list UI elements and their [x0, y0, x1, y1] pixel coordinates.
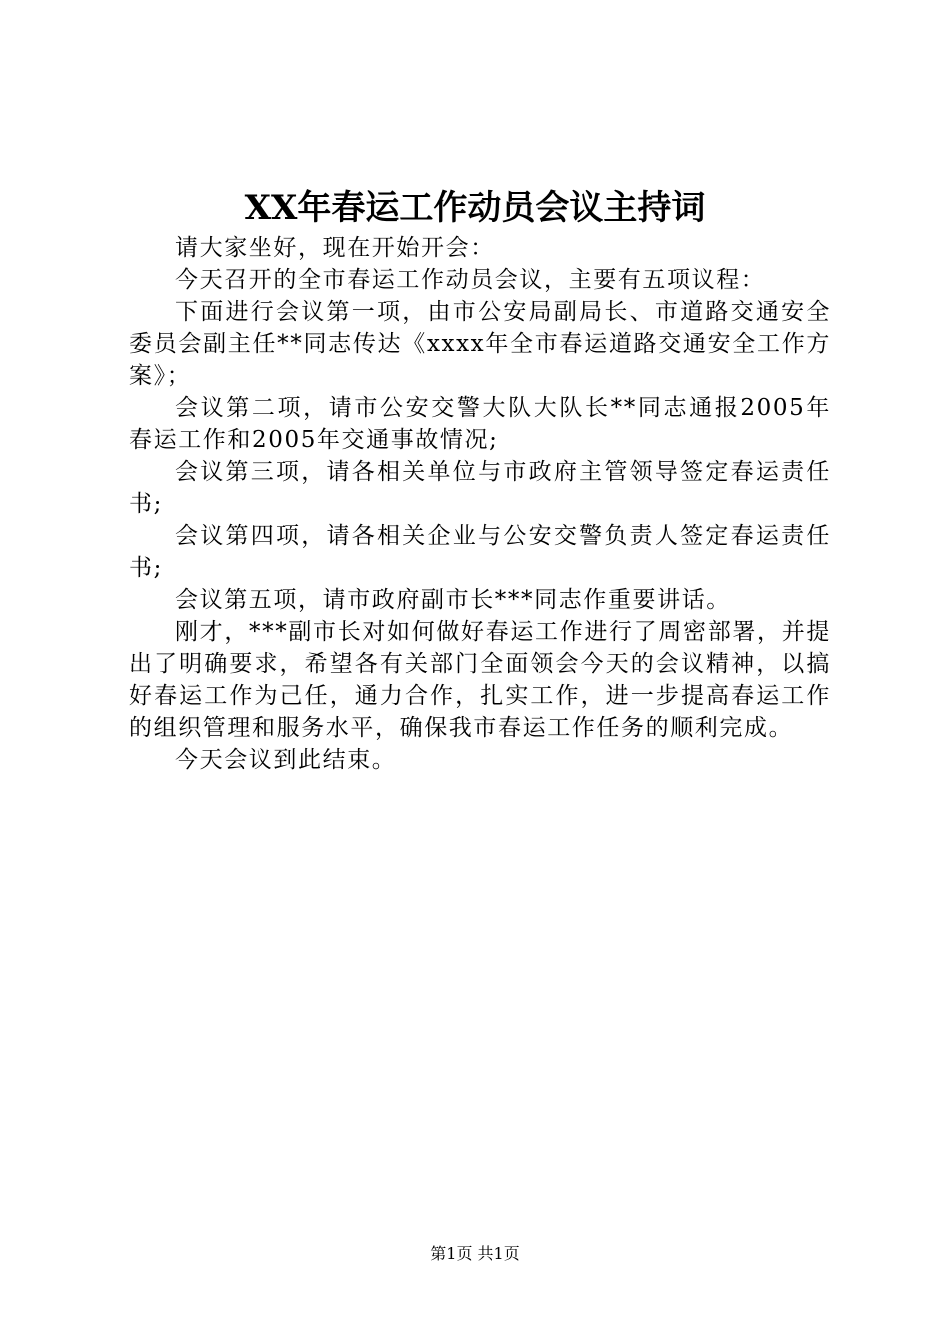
paragraph-agenda-intro: 今天召开的全市春运工作动员会议，主要有五项议程： [175, 267, 766, 293]
paragraph-agenda-item-3: 会议第三项，请各相关单位与市政府主管领导签定春运责任书; [129, 459, 831, 517]
document-title: XX年春运工作动员会议主持词 [244, 188, 706, 228]
paragraph-agenda-item-2: 会议第二项，请市公安交警大队大队长**同志通报2005年春运工作和2005年交通事故情况; [129, 395, 831, 453]
paragraph-closing: 今天会议到此结束。 [175, 747, 397, 773]
paragraph-agenda-item-5: 会议第五项，请市政府副市长***同志作重要讲话。 [175, 587, 731, 613]
paragraph-agenda-item-1: 下面进行会议第一项，由市公安局副局长、市道路交通安全委员会副主任**同志传达《xxxx年全市春运道路交通安全工作方案》； [129, 299, 831, 389]
paragraph-summary: 刚才，***副市长对如何做好春运工作进行了周密部署，并提出了明确要求，希望各有关部门全面领会今天的会议精神，以搞好春运工作为己任，通力合作，扎实工作，进一步提高春运工作的组织管理和服务水平，确保我市春运工作任务的顺利完成。 [129, 619, 831, 741]
paragraph-agenda-item-4: 会议第四项，请各相关企业与公安交警负责人签定春运责任书; [129, 523, 831, 581]
document-body [129, 232, 831, 776]
page-footer: 第1页 共1页 [430, 1244, 520, 1263]
paragraph-opening: 请大家坐好，现在开始开会： [175, 235, 495, 261]
